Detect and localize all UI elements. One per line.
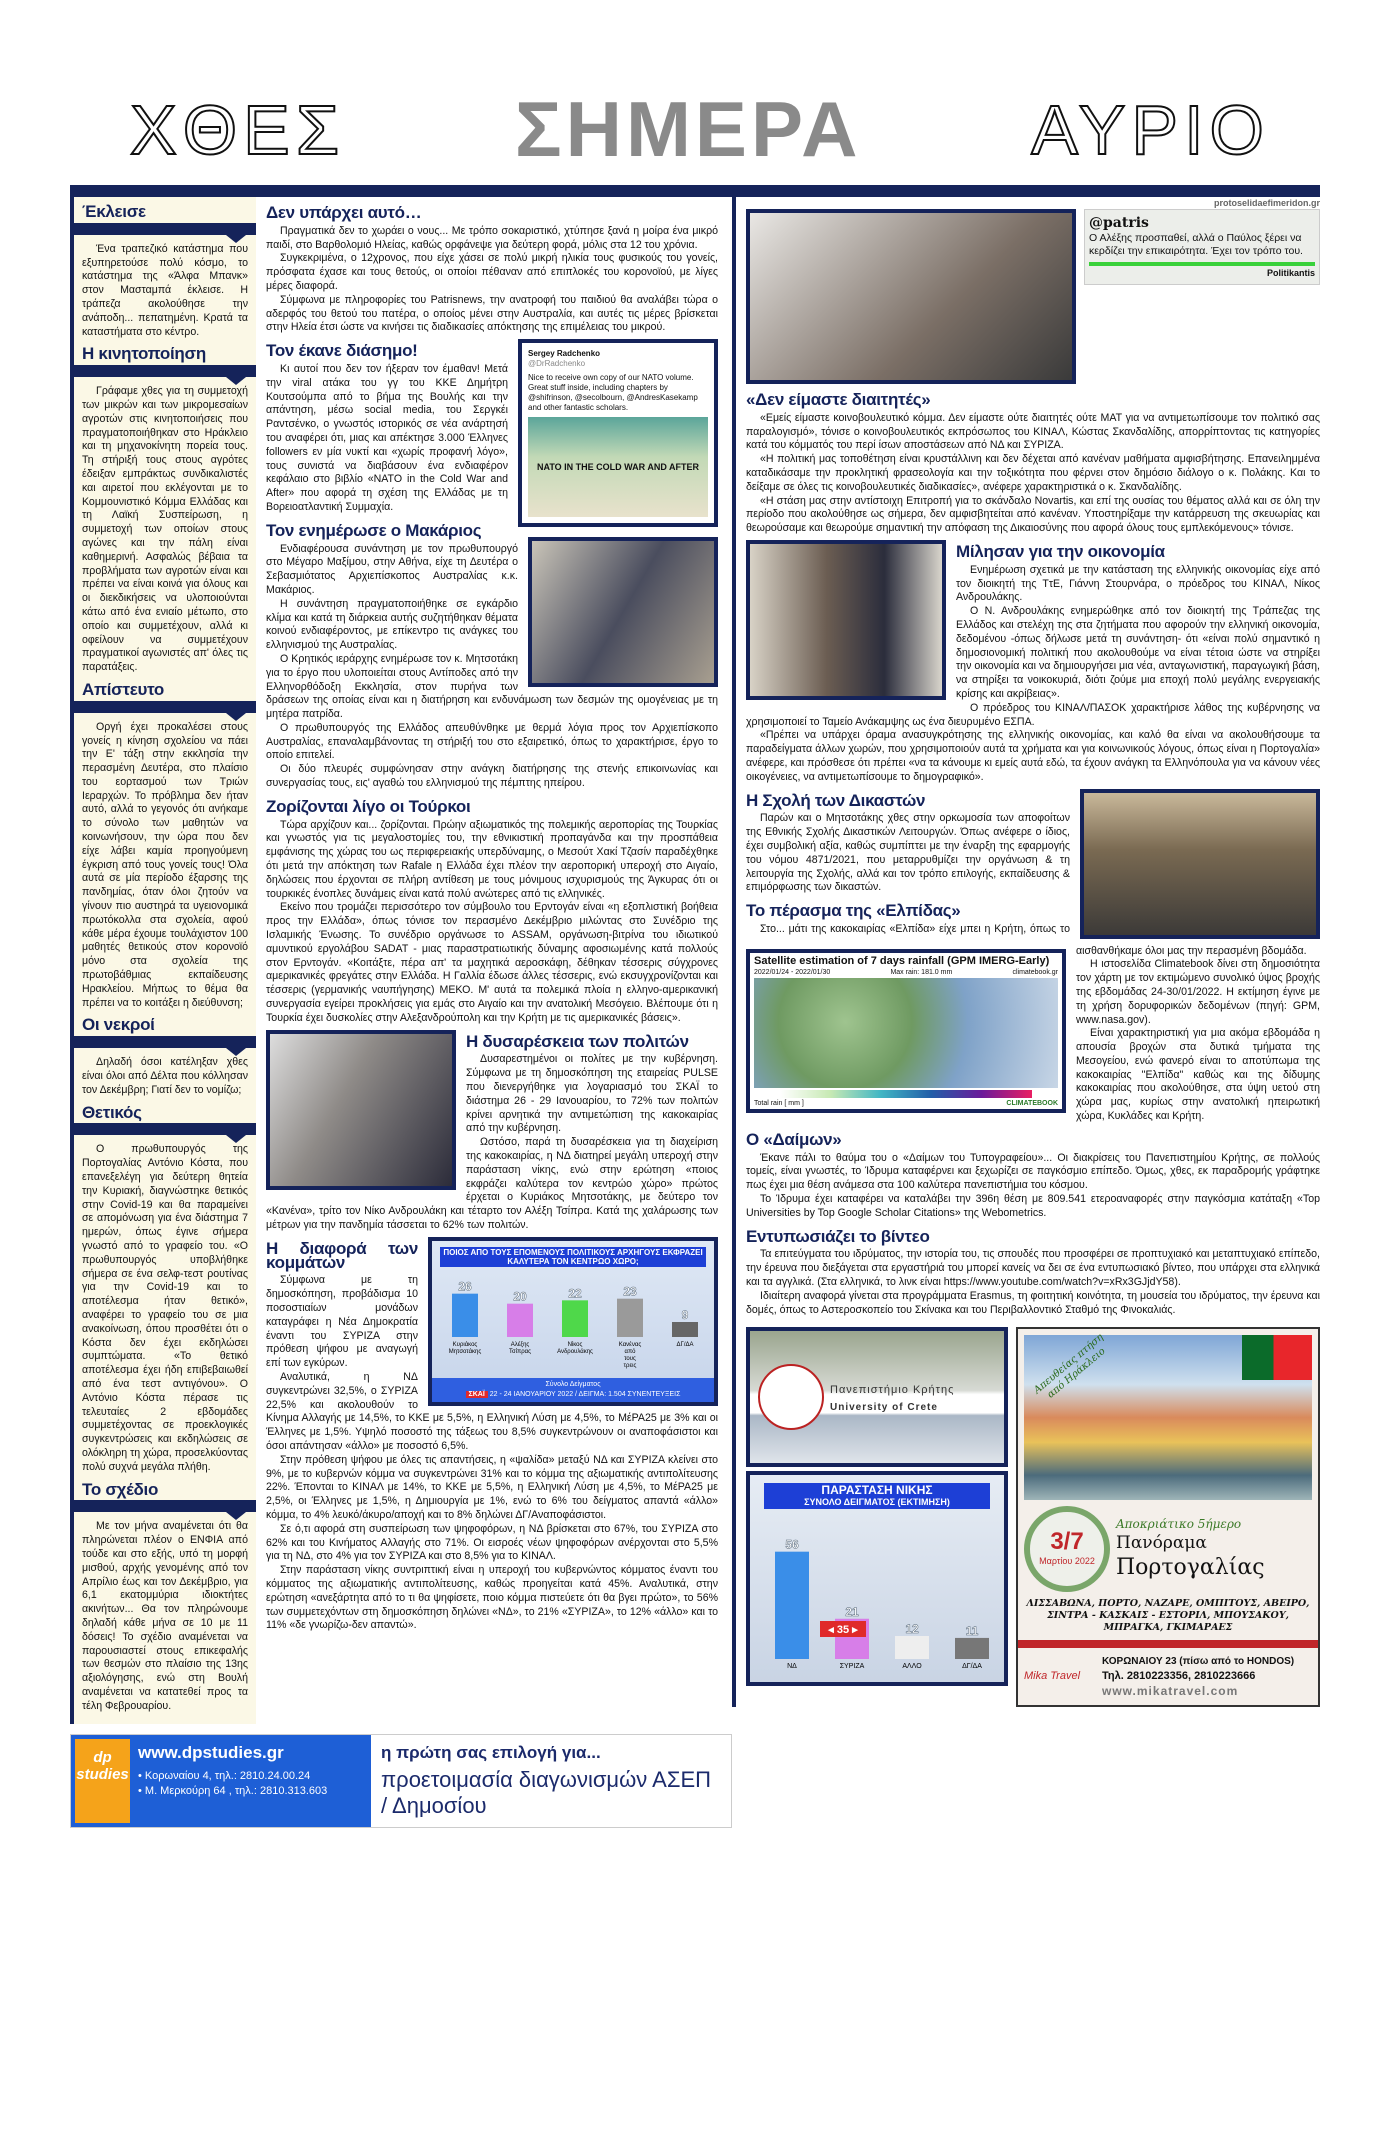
middle-column [256, 197, 726, 1633]
masthead-tomorrow: ΑΥΡΙΟ [1031, 90, 1270, 169]
victory-chart [746, 1471, 1008, 1686]
article-paragraph: Στην πρόθεση ψήφου με όλες τις απαντήσεις, η «ψαλίδα» μεταξύ ΝΔ και ΣΥΡΙΖΑ κλείνει στο 9%, με το κυβερνών κόμμα να συγκεντρώνει 31% και το κόμμα της αξιωματικής αντιπολίτευσης 22%. Έπονται το ΚΙΝΑΛ με 14%, το ΚΚΕ με 5,5%, η Ελληνική Λύση με 4,5%, το ΜέΡΑ25 με 2,5%, οι Έλληνες με 1,5%, η Δημιουργία με 1%, ενώ το 6% του δείγματος απαντά «άλλο» κόμμα, το 4% λευκό/άκυρο/αποχή και το 8% δηλώνει ΔΓ/Αναποφάσιστοι. [266, 1453, 718, 1521]
bar [895, 1636, 929, 1659]
rain-map-image [754, 978, 1058, 1088]
date-year: 2022 [1074, 1556, 1095, 1567]
tweet-card [518, 339, 718, 527]
rain-map-source: climatebook.gr [1012, 968, 1058, 976]
tweet-text: Nice to receive own copy of our NATO volume. Great stuff inside, including chapters by @shifrinson, @secolbourn, @AndresKasekamp and other fantastic scholars. [528, 373, 698, 413]
bar-label: Αλέξης Τσίπρας [509, 1341, 531, 1355]
article-text: Οργή έχει προκαλέσει στους γονείς η κίνηση σχολείου να πάει την Ε' τάξη στην εκκλησία την περασμένη Δευτέρα, στο πλαίσιο του εορτασμού των Τριών Ιεραρχών. Το πρόβλημα δεν ήταν αυτό, αλλά το γεγονός ότι ανήκαμε το σύνολο των μαθητών να κοινωνήσουν, την ώρα που δεν είχε λάβει καμία προηγούμενη έγκριση από τους γονείς τους! Όλα αυτά σε μία περίοδο έξαρσης της πανδημίας, όταν όλοι ζητούν να γίνουν πιο αυστηρά τα υγειονομικά πρωτόκολλα στα σχολεία, αφού κάθε μέρα έχουμε τουλάχιστον 100 μαθητές θετικούς στον κορονοϊό μόνο στα σχολεία της πρωτοβάθμιας εκπαίδευσης Ηρακλείου. Μήπως το θέμα θα πρέπει να το κοιτάξει η διεύθυνση; [82, 720, 248, 1009]
heading-bar [74, 701, 256, 713]
university-name-gr: Πανεπιστήμιο Κρήτης [830, 1384, 955, 1397]
left-middle-area [70, 197, 732, 1828]
rain-map [746, 949, 1066, 1113]
article-heading: Τον έκανε διάσημο! [266, 341, 418, 361]
article-paragraph: Αναλυτικά, η ΝΔ συγκεντρώνει 32,5%, ο ΣΥΡΙΖΑ 22,5% και ακολουθούν το Κίνημα Αλλαγής με 14,5%, το ΚΚΕ με 5,5%, η Ελληνική Λύση με 4,5%, το ΜέΡΑ25 με 3% και οι Έλληνες με 1,5%. Υψηλό ποσοστό της τάξεως του 8,5% συγκεντρώνουν οι αναποφάσιστοι και όσοι απάντησαν «άλλο» με ποσοστό 6,5%. [266, 1370, 718, 1452]
victory-subtitle: ΣΥΝΟΛΟ ΔΕΙΓΜΑΤΟΣ (ΕΚΤΙΜΗΣΗ) [804, 1497, 950, 1508]
article-paragraph: Τώρα αρχίζουν και... ζορίζονται. Πρώην αξιωματικός της πολεμικής αεροπορίας της Τουρκίας και γνωστός για τις μεγαλοστομίες του, την εθνικιστική προπαγάνδα και την προσπάθεια εμφάνισης της χώρας του ως περιφερειακής υπερδύναμης, ο Μεσούτ Χακί Τζασίν παραδέχθηκε ότι μετά την απόκτηση των Rafale η Ελλάδα έχει πλέον την αεροπορική υπεροχή στο Αιγαίο, δηλώσεις που έρχονται σε πλήρη αντίθεση με τους μόνιμους ισχυρισμούς της Άγκυρας ότι οι τουρκικές ένοπλες δυνάμεις είναι κατά πολύ ανώτερες από τις ελληνικές. [266, 818, 718, 900]
bar-label: Κυριάκος Μητσοτάκης [448, 1341, 482, 1355]
article-paragraph: Ενδιαφέρουσα συνάντηση με τον πρωθυπουργό στο Μέγαρο Μαξίμου, στην Αθήνα, είχε τη Δευτέρα ο Σεβασμιότατος Αρχιεπίσκοπος Αυστραλίας κ.κ. Μακάριος. [266, 542, 518, 596]
bar-label: Κανένας από τους τρεις [618, 1341, 642, 1369]
dp-address-1: • Κορωναίου 4, τηλ.: 2810.24.00.24 [138, 1769, 311, 1782]
article-heading: Μίλησαν για την οικονομία [956, 541, 1165, 561]
bar-label: ΝΔ [787, 1663, 797, 1671]
poll-title: ΠΟΙΟΣ ΑΠΟ ΤΟΥΣ ΕΠΟΜΕΝΟΥΣ ΠΟΛΙΤΙΚΟΥΣ ΑΡΧΗΓΟΥΣ ΕΚΦΡΑΖΕΙ ΚΑΛΥΤΕΡΑ ΤΟΝ ΚΕΝΤΡΩΟ ΧΩΡΟ; [440, 1247, 706, 1267]
article-paragraph: Η ιστοσελίδα Climatebook δίνει στη δημοσιότητα τον χάρτη με τον εκτιμώμενο συνολικό ύψος βροχής της εβδομάδας 24-30/01/2022. Η εκτίμηση έγινε με τη χρήση δορυφορικών δεδομένων (πηγή: GPM, www.nasa.gov). [1076, 958, 1320, 1026]
heading-bar [74, 1500, 256, 1512]
bar-value: 23 [623, 1284, 637, 1299]
dp-logo: dp studies [75, 1739, 130, 1823]
bar-label: ΔΓ/ΔΑ [676, 1341, 694, 1348]
left-column [70, 197, 256, 1724]
poll-chart-centre [428, 1237, 718, 1406]
mika-web[interactable]: www.mikatravel.com [1102, 1684, 1239, 1699]
dp-url[interactable]: www.dpstudies.gr [138, 1742, 284, 1762]
heading-bar [74, 223, 256, 235]
poll-channel: ΣΚΑΪ [466, 1391, 488, 1398]
university-image [746, 1327, 1008, 1467]
article-paragraph: Παρών και ο Μητσοτάκης χθες στην ορκωμοσία των αποφοίτων της Εθνικής Σχολής Δικαστικών Λειτουργών. Όπως ανέφερε ο ίδιος, έχει συμβολική αξία, καθώς συμπίπτει με την έναρξη της εφαρμογής του νόμου 4871/2021, που μεταρρυθμίζει την οργάνωση & τη λειτουργία της Σχολής, αλλά και τον τρόπο επιλογής, εκπαίδευσης & επιμόρφωσης των δικαστών. [746, 812, 1070, 894]
article-paragraph: Σύμφωνα με πληροφορίες του Patrisnews, την ανατροφή του παιδιού θα αναλάβει τώρα ο αδερφός του θετού του πατέρα, ο οποίος μένει στην Αυστραλία, και αυτές τις μέρες βρίσκεται στην Ηλεία έτσι ώστε να κινήσει τις διαδικασίες απόκτησης της επιμέλειας του μικρού. [266, 293, 718, 334]
top-divider [70, 185, 1320, 197]
article-text: Ο πρωθυπουργός της Πορτογαλίας Αντόνιο Κόστα, που επανεξελέγη για δεύτερη θητεία την Κυριακή, διαγνώστηκε θετικός στην Covid-19 και θα παραμείνει σε απομόνωση για ένα διάστημα 7 ημερών, όπως έγινε σήμερα γνωστό από το γραφείο του. «Ο πρωθυπουργός υποβλήθηκε σήμερα σε ένα σελφ-τεστ ρουτίνας για την Covid-19 και το αποτέλεσμα ήταν θετικό», αναφέρει το γραφείο του σε μια ανακοίνωση, όπου προσθέτει ότι ο Κόστα δεν έχει εκδηλώσει συμπτώματα. «Το θετικό αποτέλεσμα έχει ήδη επιβεβαιωθεί από ένα τεστ αντιγόνου». Ο Αντόνιο Κόστα πέρασε τις τελευταίες 2 εβδομάδες συμμετέχοντας σε προεκλογικές συγκεντρώσεις και εκδηλώσεις σε ολόκληρη τη χώρα, προσελκύοντας πολύ συχνά μεγάλα πλήθη. [82, 1143, 248, 1473]
article-paragraph: Η συνάντηση πραγματοποιήθηκε σε εγκάρδιο κλίμα και κατά τη διάρκεια αυτής συζητήθηκαν θέματα κοινού ενδιαφέροντος, με επίκεντρο τις ανάγκες του ελληνισμού της Αυστραλίας. [266, 597, 518, 652]
article-text: Δηλαδή όσοι κατέληξαν χθες είναι όλοι από Δέλτα που κόλλησαν τον Δεκέμβρη; Γιατί δεν το νομίζω; [82, 1056, 248, 1096]
article-text: Γράφαμε χθες για τη συμμετοχή των μικρών και των μικρομεσαίων αγροτών στις κινητοποιήσεις που πραγματοποιήθηκαν στο Ηράκλειο και τη μηχανοκίνητη πορεία τους. Τη στήριξή τους στους αγρότες έδειξαν εμπράκτως συνδικαλιστές και αιρετοί που εκλέγονται με το Κομμουνιστικό Κόμμα Ελλάδας και τη Λαϊκή Συσπείρωση, η συμμετοχή των οποίων στους αγώνες και την πάλη είναι καθημερινή. Ασφαλώς βέβαια τα προβλήματα των αγροτών είναι και πρέπει να είναι κοινά για όλους και οι διεκδικήσεις να υλοποιούνται κάτω από ένα ενιαίο μέτωπο, στο οποίο και συμμετέχουν, αλλά κι οφείλουν να συμμετέχουν πραγματικοί αγωνιστές απ' όλες τις παρατάξεις. [82, 385, 248, 674]
article-paragraph: Οι δύο πλευρές συμφώνησαν στην ανάγκη διατήρησης της στενής επικοινωνίας και συνεργασίας τους, εις' αγαθώ του ελληνισμού της πέμπτης ηπείρου. [266, 763, 718, 790]
article-paragraph: Δυσαρεστημένοι οι πολίτες με την κυβέρνηση. Σύμφωνα με τη δημοσκόπηση της εταιρείας PULSE που διενεργήθηκε για λογαριασμό του ΣΚΑΪ το διάστημα 26 - 29 Ιανουαρίου, το 72% των πολιτών κρίνει αρνητικά την αντιμετώπιση της κακοκαιρίας από την κυβέρνηση. [466, 1053, 718, 1135]
article-paragraph: «Εμείς είμαστε κοινοβουλευτικό κόμμα. Δεν είμαστε ούτε διαιτητές ούτε ΜΑΤ για να αντιμετωπίσουμε τον πολιτικό σας παραλογισμό», τόνισε ο κοινοβουλευτικός εκπρόσωπος του ΚΙΝΑΛ, Κώστας Σκανδαλίδης, απορρίπτοντας τις κατηγορίες κατά του κόμματός του περί ίσων αποστάσεων από ΝΔ και ΣΥΡΙΖΑ. [746, 411, 1320, 452]
mika-address: ΚΟΡΩΝΑΙΟΥ 23 (πίσω από το HONDOS) [1102, 1656, 1295, 1668]
bar [672, 1322, 698, 1337]
article-paragraph: Κι αυτοί που δεν τον ήξεραν τον έμαθαν! Μετά την viral ατάκα του γγ του ΚΚΕ Δημήτρη Κουτσούμπα από το βήμα της Βουλής και την απάντηση, μέσω social media, του Σεργκέι Ραντσένκο, ο γνωστός ιστορικός σε νέα ανάρτησή του αναφέρει ότι, μιας και απέκτησε 3.000 Έλληνες followers εν μία νυκτί και «χωρίς προφανή λόγο», τους συνιστά να διαβάσουν ένα ενδιαφέρον κεφάλαιο στο βιβλίο «NATO in the Cold War and After» που αφορά τη σχέση της Ελλάδας με τη Βορειοατλαντική Συμμαχία. [266, 362, 508, 513]
date-badge [1024, 1506, 1110, 1592]
bar-value: 12 [905, 1622, 919, 1637]
article-heading: Οι νεκροί [82, 1015, 155, 1035]
bar-value: 56 [785, 1538, 799, 1553]
masthead [130, 85, 1270, 173]
photo-politician [266, 1030, 456, 1190]
article-paragraph: Ο πρόεδρος του ΚΙΝΑΛ/ΠΑΣΟΚ χαρακτήρισε λάθος της κυβέρνησης να χρησιμοποιεί το Ταμείο Ανάκαμψης ως ένα διευρυμένο ΕΣΠΑ. [746, 701, 1320, 728]
poll-footer: Σύνολο Δείγματος [545, 1380, 601, 1388]
masthead-today: ΣΗΜΕΡΑ [514, 85, 862, 173]
bar [955, 1638, 989, 1659]
rain-legend-label: Total rain [ mm ] [754, 1099, 804, 1107]
article-paragraph: Στο... μάτι της κακοκαιρίας «Ελπίδα» είχε μπει η Κρήτη, όπως το αισθανθήκαμε όλοι μας την περασμένη βδομάδα. [760, 922, 1307, 957]
article [266, 796, 718, 1026]
bar [507, 1303, 533, 1336]
article-text: Με τον μήνα αναμένεται ότι θα πληρώνεται πλέον ο ΕΝΦΙΑ από τούδε και στο εξής, υπό τη μορφή μισθού, αρχής γενομένης από τον Απρίλιο έως και τον Δεκέμβριο, για 6,1 εκατομμύρια ιδιοκτήτες ακινήτων... Θα τον πληρώνουμε δηλαδή κάθε μήνα σε 10 με 11 δόσεις! Το σχέδιο αναμένεται να παρουσιαστεί στους επικεφαλής των θεσμών στο πλαίσιο της 13ης αξιολόγησης, ενώ στη Βουλή αναμένεται να κατατεθεί προς τα τέλη Φεβρουαρίου. [82, 1520, 248, 1712]
victory-title: ΠΑΡΑΣΤΑΣΗ ΝΙΚΗΣ [821, 1483, 933, 1498]
article-paragraph: Στην παράσταση νίκης συντριπτική είναι η υπεροχή του κυβερνώντος κόμματος έναντι του κόμματος της αξιωματικής αντιπολίτευσης, καθώς προηγείται κατά 45%. Αναλυτικά, στην ερώτηση «ανεξάρτητα από το τι θα ψηφίσετε, ποιο κόμμα πιστεύετε ότι θα βγει πρώτο», το 56% των συμμετεχόντων στη δημοσκόπηση δηλώνει «ΝΔ», το 21% «ΣΥΡΙΖΑ», το 12% «άλλο» και το 11% «δε γνωρίζω-δεν απαντώ». [266, 1564, 718, 1632]
bar-label: ΣΥΡΙΖΑ [839, 1663, 865, 1671]
article-paragraph: Ο πρωθυπουργός της Ελλάδος απευθύνθηκε με θερμά λόγια προς τον Αρχιεπίσκοπο Αυστραλίας, επαναλαμβάνοντας τη στήριξή του στο εξαιρετικό, όπως το χαρακτήρισε, έργο το οποίο επιτελεί. [266, 721, 718, 762]
victory-bars [750, 1509, 1004, 1679]
article-heading: «Δεν είμαστε διαιτητές» [746, 390, 931, 409]
heading-bar [74, 365, 256, 377]
article-paragraph: Σύμφωνα με τη δημοσκόπηση, προβάδισμα 10 ποσοστιαίων μονάδων καταγράφει η Νέα Δημοκρατία έναντι του ΣΥΡΙΖΑ στην πρόθεση ψήφου με αναγωγή επί των εγκύρων. [266, 1274, 418, 1370]
article [746, 1129, 1320, 1221]
article-paragraph: Τα επιτεύγματα του ιδρύματος, την ιστορία του, τις σπουδές που προσφέρει σε προπτυχιακό και μεταπτυχιακό επίπεδο, την έρευνα που διεξάγεται στα εργαστήριά του μπορεί κανείς να δει σε ένα εντυπωσιακό βίντεο, που υπάρχει στα ελληνικά και τα αγγλικά. (Στα ελληνικά, το λινκ είναι https://www.youtube.com/watch?v=xRx3GJjdY58). [746, 1248, 1320, 1289]
article-heading: Ζορίζονται λίγο οι Τούρκοι [266, 796, 471, 816]
article-paragraph: Ο Κρητικός ιεράρχης ενημέρωσε τον κ. Μητσοτάκη για το έργο που υλοποιείται στους Αντίποδες από την Ελληνορθόδοξη Εκκλησία, στον πυρήνα των δράσεων της οποίας είναι και η διατήρηση και ενδυνάμωση των δεσμών της ομογένειας με τη μητέρα πατρίδα. [266, 652, 718, 721]
article [746, 1226, 1320, 1318]
article-heading: Δεν υπάρχει αυτό… [266, 203, 422, 222]
bar [617, 1298, 643, 1336]
rain-map-brand: CLIMATEBOOK [1006, 1099, 1058, 1107]
article-heading: Ο «Δαίμων» [746, 1129, 842, 1149]
porto-photo [1024, 1332, 1312, 1500]
photo-judges-school [1080, 789, 1320, 939]
book-photo [528, 417, 708, 517]
article-heading: Απίστευτο [82, 679, 164, 699]
article-paragraph: Πραγματικά δεν το χωράει ο νους... Με τρόπο σοκαριστικό, χτύπησε ξανά η μοίρα ένα μικρό παιδί, στο Βαρθολομιό Ηλείας, καθώς ορφάνεψε για δεύτερη φορά, μόλις στα 12 του χρόνια. [266, 224, 718, 251]
article-paragraph: Το Ίδρυμα έχει καταφέρει να καταλάβει την 396η θέση με 809.541 ετεροαναφορές στην παγκόσμια κατάταξη «Top Universities by Top Google Scholar Citations» της Webometrics. [746, 1193, 1320, 1219]
bar-value: 9 [681, 1307, 689, 1322]
article-paragraph: Ωστόσο, παρά τη δυσαρέσκεια για τη διαχείριση της κακοκαιρίας, η ΝΔ διατηρεί μεγάλη υπεροχή στην παράσταση νίκης, ενώ στην ερώτηση «ποιος εκφράζει καλύτερα τον κεντρώο χώρο» πρώτος έρχεται ο Κυριάκος Μητσοτάκης, με δεύτερο τον «Κανένα», τρίτο τον Νίκο Ανδρουλάκη και τέταρτο τον Αλέξη Τσίπρα. Κατά της χαλάρωσης των μέτρων για την πανδημία τάσσεται το 62% των πολιτών. [266, 1136, 718, 1231]
photo-androulakis-stournaras [746, 540, 946, 700]
mika-cities: ΛΙΣΣΑΒΩΝΑ, ΠΟΡΤΟ, ΝΑΖΑΡΕ, ΟΜΠΙΤΟΥΣ, ΑΒΕΙΡΟ, ΣΙΝΤΡΑ - ΚΑΣΚΑΙΣ - ΕΣΤΟΡΙΛ, ΜΠΟΥΣΑΚΟΥ, ΜΠΡΑΓΚΑ, ΓΚΙΜΑΡΑΕΣ [1026, 1598, 1310, 1634]
rain-map-max: Max rain: 181.0 mm [890, 968, 953, 976]
article-heading: Θετικός [82, 1102, 142, 1122]
article-paragraph: «Η πολιτική μας τοποθέτηση είναι κρυστάλλινη και δεν δέχεται από κανέναν μαθήματα αμφισβήτησης. Επανειλημμένα καταδικάσαμε την προκλητική φρασεολογία και την τοξικότητα που φέρνει στον δημόσιο διάλογο ο κ. Πολάκης. Και το δείξαμε σε όλες τις κοινοβουλευτικές διαδικασίες», ανέφερε χαρακτηριστικά ο κ. Σκανδαλίδης. [746, 453, 1320, 493]
poll-bars [432, 1267, 714, 1375]
article-heading: Η διαφορά των κομμάτων [266, 1238, 418, 1272]
article-heading: Η Σχολή των Δικαστών [746, 790, 926, 810]
article-heading: Έκλεισε [82, 202, 146, 221]
bar-label: Νίκος Ανδρουλάκης [557, 1341, 593, 1355]
patris-text: Ο Αλέξης προσπαθεί, αλλά ο Παύλος ξέρει να κερδίζει την επικαιρότητα. Έχει τον τρόπο του. [1089, 232, 1303, 257]
mika-trip: Αποκριάτικο 5ήμερο [1116, 1517, 1242, 1532]
ad-mika-travel[interactable] [1016, 1327, 1320, 1707]
article-heading: Η δυσαρέσκεια των πολιτών [466, 1031, 689, 1051]
mika-title-1: Πανόραμα [1116, 1533, 1207, 1554]
tweet-author: Sergey Radchenko [528, 349, 601, 359]
article-paragraph: Ενημέρωση σχετικά με την κατάσταση της ελληνικής οικονομίας είχε από τον διοικητή της ΤτΕ, Γιάννη Στουρνάρα, ο πρόεδρος του ΚΙΝΑΛ, Νίκος Ανδρουλάκης. [956, 563, 1320, 604]
mika-ribbon: Απευθείας πτήση από Ηράκλειο [1031, 1332, 1108, 1402]
bar [775, 1552, 809, 1659]
article-heading: Το σχέδιο [82, 1479, 159, 1499]
rain-map-dates: 2022/01/24 - 2022/01/30 [754, 968, 831, 976]
ad-dpstudies[interactable] [70, 1734, 732, 1828]
right-column [732, 197, 1320, 1707]
bar-value: 21 [845, 1605, 859, 1620]
article-paragraph: Εκείνο που τρομάζει περισσότερο τον σύμβουλο του Ερντογάν είναι «η εξοπλιστική βοήθεια προς την Ελλάδα», όπως τόνισε τον περασμένο Δεκέμβριο μιλώντας στο Συνέδριο της Ισλαμικής Ένωσης. Το συνέδριο οργάνωσε το ASSAM, οργάνωση-βιτρίνα του ιδιωτικού αμυντικού εργολάβου SADAT - μιας παραστρατιωτικής δύναμης αφοσιωμένης κατά πολλούς στον Ερντογάν. «Κοιτάξτε, πέρα απ' τα μαχητικά αεροσκάφη, δέθηκαν τέσσερις σύγχρονες αμερικανικές φρεγάτες στην Ελλάδα. Η Γαλλία έδωσε άλλες τέσσερις, ενώ εκσυγχρονίζονται και τέσσερις (γερμανικής ναυπήγησης) ΜΕΚΟ. Μ' αυτά τα πολεμικά πλοία η ελληνο-αμερικανική συνεργασία εγείρει προκλήσεις για εμάς στο Αιγαίο και την ανατολική Μεσόγειο. Βλέπουμε ότι η Τουρκία έχει δυσκολίες στην Αλεξανδρούπολη και την Κρήτη με τις αμερικανικές βάσεις». [266, 901, 718, 1024]
patris-handle: @patris [1089, 215, 1149, 231]
article-heading: Η κινητοποίηση [82, 344, 206, 364]
heading-bar [74, 1036, 256, 1048]
article-paragraph: Είναι χαρακτηριστική για μια ακόμα εβδομάδα η απουσία βροχών στα δυτικά τμήματα της Μεσογείου, ενώ φανερό είναι το αποτύπωμα της κακοκαιρίας "Ελπίδα" καθώς και της δίδυμης κακοκαιρίας που ακολούθησε, στα ύψη υετού στη χώρα μας, κυρίως στην ανατολική ηπειρωτική χώρα, Κυκλάδες και Κρήτη. [1076, 1027, 1320, 1123]
university-seal [758, 1364, 824, 1430]
heading-bar [74, 1123, 256, 1135]
article-paragraph: «Η στάση μας στην αντίστοιχη Επιτροπή για το σκάνδαλο Novartis, και επί της ουσίας του θέματος αλλά και σε όλη την περίοδο που ακολούθησε ως σήμερα, δεν αμφισβητείται από κανέναν. Υποστηρίξαμε την κατάρρευση της σκευωρίας και θεωρούσαμε και θεωρούμε σημαντική την απόφαση της Δικαιοσύνης που αφορά όλους τους εμπλεκόμενους» τόνισε. [746, 494, 1320, 535]
patris-signature: Politikantis [1089, 262, 1315, 280]
poll-dates: 22 - 24 ΙΑΝΟΥΑΡΙΟΥ 2022 / ΔΕΙΓΜΑ: 1.504 ΣΥΝΕΝΤΕΥΞΕΙΣ [489, 1390, 681, 1398]
article-heading: Τον ενημέρωσε ο Μακάριος [266, 520, 482, 540]
bar-label: ΑΛΛΟ [902, 1663, 922, 1671]
article-paragraph: Ιδιαίτερη αναφορά γίνεται στα προγράμματα Erasmus, τη φοιτητική κοινότητα, τη μουσεία του ιδρύματος, την έρευνα και δομές, όπως το Αστεροσκοπείο του Σκίνακα και του Περιβαλλοντικό Σταθμό της Φινοκαλιάς. [746, 1289, 1320, 1316]
mika-title-2: Πορτογαλίας [1116, 1555, 1265, 1581]
bar-value: 26 [458, 1279, 472, 1294]
portugal-flag [1242, 1335, 1312, 1380]
bar-value: 20 [513, 1289, 527, 1304]
article-paragraph: Ο Ν. Ανδρουλάκης ενημερώθηκε από τον διοικητή της Τράπεζας της Ελλάδος και στελέχη της στα ζητήματα που αφορούν την ελληνική οικονομία, δεδομένου -όπως δήλωσε μετά τη συνάντηση- ότι «είναι πολύ σημαντικό η δημοσιονομική πολιτική που ακολουθούμε να είναι τέτοια ώστε να στηρίξει την οικονομία και να δημιουργήσει μια νέα, ανταγωνιστική, παραγωγική βάση, να στηρίξει τα νοικοκυριά, διότι ζούμε μια εποχή πολύ μεγάλης ενεργειακής κρίσης και ακρίβειας». [956, 605, 1320, 700]
mika-phone: Τηλ. 2810223356, 2810223666 [1102, 1670, 1256, 1683]
article-paragraph: Έκανε πάλι το θαύμα του ο «Δαίμων του Τυπογραφείου»... Οι διακρίσεις του Πανεπιστημίου Κρήτης, σε πολλούς τομείς, είναι γνωστές, το Ίδρυμα καταφέρνει και ξεχωρίζει σε παγκόσμιο επίπεδο. Όμως, χθες, εκ παραδρομής γράφτηκε πως έχει μια θέση ανάμεσα στα 100 καλύτερα πανεπιστήμια του κόσμου. [746, 1151, 1320, 1192]
article [266, 203, 718, 335]
watermark: protoselidaefimeridon.gr [1213, 198, 1320, 208]
patris-box [1084, 209, 1320, 285]
bar-value: 11 [965, 1624, 979, 1639]
page-body [70, 197, 1320, 1828]
university-name-en: University of Crete [830, 1402, 938, 1414]
book-title: NATO IN THE COLD WAR AND AFTER [537, 462, 699, 473]
article-heading: Το πέρασμα της «Ελπίδας» [746, 901, 961, 921]
dp-tagline: η πρώτη σας επιλογή για... [381, 1742, 601, 1762]
photo-makarios-mitsotakis [528, 537, 718, 687]
masthead-yesterday: ΧΘΕΣ [130, 90, 346, 169]
article [746, 390, 1320, 536]
bar-label: ΔΓ/ΔΑ [962, 1663, 982, 1671]
article-paragraph: Σε ό,τι αφορά στη συσπείρωση των ψηφοφόρων, η ΝΔ βρίσκεται στο 67%, του ΣΥΡΙΖΑ στο 62% και του Κινήματος Αλλαγής στο 71%. Οι εισροές νέων ψηφοφόρων ανέρχονται στο 5,5% για τη ΝΔ, στο 4% για τον ΣΥΡΙΖΑ και στο 8,5% για το ΚΙΝΑΛ. [266, 1522, 718, 1563]
rain-map-title: Satellite estimation of 7 days rainfall (GPM IMERG-Early) [754, 954, 1050, 967]
article-paragraph: «Πρέπει να υπάρχει όραμα ανασυγκρότησης της ελληνικής οικονομίας, και καλό θα είναι να ακολουθήσουμε τα παραδείγματα άλλων χωρών, που χρησιμοποιούν αυτά τα χρήματα και για κοινωνικούς λόγους, όπως είναι η Πορτογαλία» ανέφερε, και πρόσθεσε ότι πρέπει «να τα κάνουμε κι εμείς αυτά εδώ, τα έχουν ανάγκη τα Ελληνόπουλα για να κάνουν νέες οικογένειες, να αντιμετωπίσουμε το δημογραφικό». [746, 729, 1320, 783]
rain-legend-bar [780, 1090, 1032, 1098]
photo-sad-child [746, 209, 1076, 384]
bar [452, 1293, 478, 1336]
bar-value: 22 [568, 1286, 582, 1301]
date-month: Μαρτίου [1039, 1556, 1073, 1567]
article-heading: Εντυπωσιάζει το βίντεο [746, 1226, 930, 1246]
dp-service: προετοιμασία διαγωνισμών ΑΣΕΠ / Δημοσίου [381, 1766, 712, 1818]
dp-address-2: • Μ. Μερκούρη 64 , τηλ.: 2810.313.603 [138, 1784, 328, 1797]
article-text: Ένα τραπεζικό κατάστημα που εξυπηρετούσε πολύ κόσμο, το κατάστημα της «Άλφα Μπανκ» στον Μασταμπά έκλεισε. Η τράπεζα ακολούθησε την ανάποδη... πεπατημένη. Κρατά τα καταστήματα στο κέντρο. [82, 242, 248, 338]
tweet-handle: @DrRadchenko [528, 359, 586, 369]
bar [562, 1300, 588, 1337]
date-day: 3/7 [1050, 1528, 1084, 1556]
article-paragraph: Συγκεκριμένα, ο 12χρονος, που είχε χάσει σε πολύ μικρή ηλικία τους φυσικούς του γονείς, πρόσφατα έχασε και τους θετούς, οι οποίοι πέθαναν από επιπλοκές του κορονοϊού, με λίγες μέρες διαφορά. [266, 252, 718, 292]
victory-gap-label: ◂ 35 ▸ [828, 1624, 858, 1637]
mika-logo: Mika Travel [1024, 1670, 1081, 1683]
